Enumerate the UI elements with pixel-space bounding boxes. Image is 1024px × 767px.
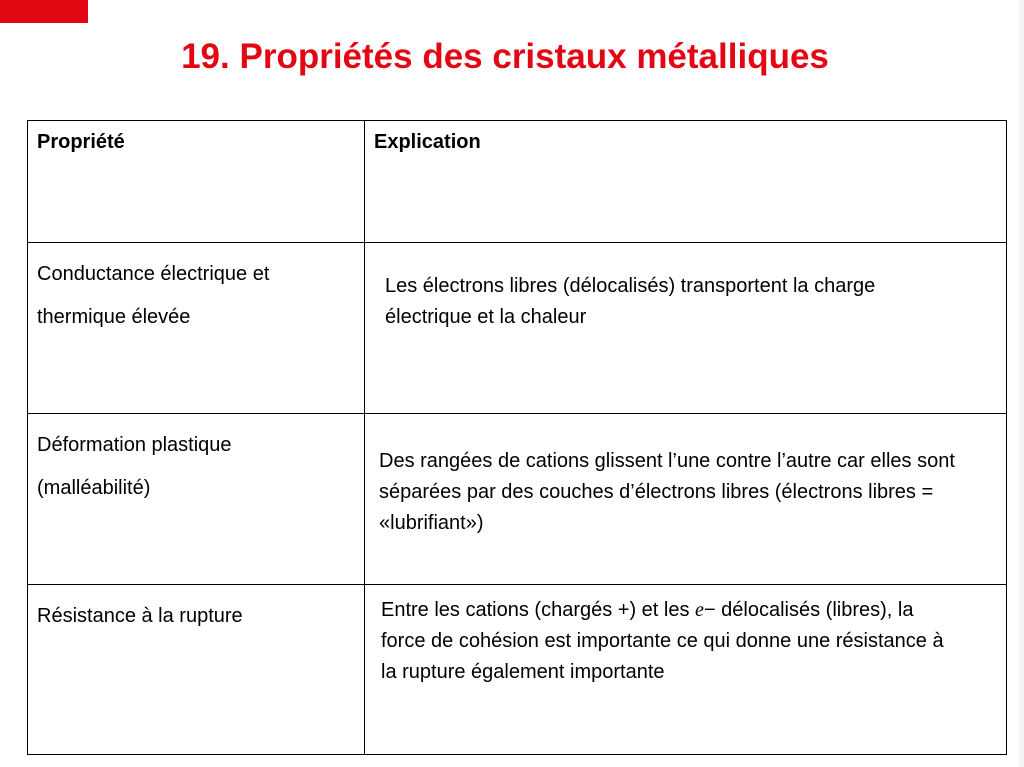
table-header-row bbox=[28, 121, 1007, 243]
property-conductance: Conductance électrique et thermique élevée bbox=[37, 263, 270, 328]
property-cell bbox=[28, 414, 365, 585]
electron-symbol: e bbox=[695, 599, 704, 621]
table-row bbox=[28, 243, 1007, 414]
accent-bar bbox=[0, 0, 88, 23]
property-rupture: Résistance à la rupture bbox=[37, 605, 243, 627]
explanation-cell bbox=[365, 243, 1007, 414]
table-row bbox=[28, 414, 1007, 585]
explanation-cell bbox=[365, 585, 1007, 755]
header-cell-property bbox=[28, 121, 365, 243]
explanation-rupture-before: Entre les cations (chargés +) et les bbox=[381, 599, 696, 621]
header-explanation: Explication bbox=[374, 131, 481, 153]
property-deformation: Déformation plastique (malléabilité) bbox=[37, 434, 232, 499]
explanation-rupture-after: − délocalisés (libres), la force de cohésion est importante ce qui donne une résistance à la rupture également importante bbox=[381, 599, 944, 683]
properties-table bbox=[27, 120, 1007, 755]
header-cell-explanation bbox=[365, 121, 1007, 243]
slide-title: 19. Propriétés des cristaux métalliques bbox=[181, 37, 829, 76]
explanation-cell bbox=[365, 414, 1007, 585]
property-cell bbox=[28, 243, 365, 414]
explanation-rupture bbox=[365, 585, 961, 688]
slide-edge bbox=[1019, 0, 1024, 767]
explanation-conductance: Les électrons libres (délocalisés) transportent la charge électrique et la chaleur bbox=[385, 275, 876, 328]
property-cell bbox=[28, 585, 365, 755]
table-row bbox=[28, 585, 1007, 755]
header-property: Propriété bbox=[37, 131, 125, 153]
explanation-deformation: Des rangées de cations glissent l’une contre l’autre car elles sont séparées par des couches d’électrons libres (électrons libres = «lubrifiant») bbox=[379, 450, 955, 534]
